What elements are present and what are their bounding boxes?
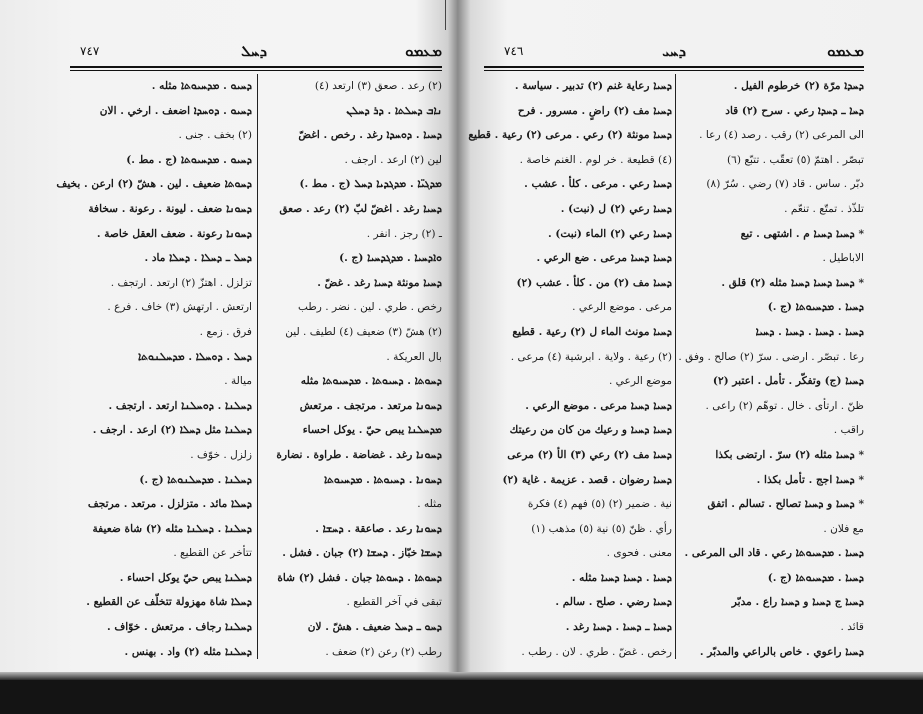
- dictionary-line: ܕܚܝܐ مونثة (٢) رعي . مرعى (٢) رعية . قطيع: [468, 129, 672, 142]
- dictionary-line: ܕܚܝܘ . ܕܘܚܕܐ اضعف . ارخي . الان: [99, 104, 252, 117]
- dictionary-line: ܕܚܘܬܐ . ܕܚܝܘܬܐ . ܡܕܚܝܘܬܐ مثله: [300, 375, 442, 388]
- dictionary-line: ܕܚܘܢܐ رعونة . ضعف العقل خاصة .: [96, 227, 252, 240]
- dictionary-line: نية . ضمير (٢) (٥) فهم (٤) فكرة: [527, 498, 672, 511]
- dictionary-line: ܕܚܝܐ رعي . مرعى . كلأ . عشب .: [524, 178, 672, 191]
- dictionary-line: الاباطيل .: [822, 252, 864, 265]
- dictionary-line: ܕܚܐ ـ ܕܚܕܐ رعي . سرح (٢) قاد: [725, 104, 864, 117]
- dictionary-line: ܕܚܠܢܐ مثله (٢) واد . بهنس .: [124, 645, 252, 658]
- dictionary-line: ܕܚܠܐ شاة مهزولة تتخلّف عن القطيع .: [86, 596, 252, 609]
- dictionary-line: رطب (٢) رعن (٢) ضعف .: [325, 645, 442, 658]
- dictionary-line: مع فلان .: [823, 522, 864, 535]
- dictionary-line: ܕܚܝܐ . ܡܕܚܝܘܬܐ (ج .): [767, 301, 864, 314]
- right-header-rule-thin: [484, 70, 864, 71]
- dictionary-line: تزلزل . اهتزّ (٢) ارتعد . ارتجف .: [110, 276, 252, 289]
- dictionary-line: ܕܚܝܐ . ܕܚܝܐ . ܕܚܝܐ . ܕܚܝܐ: [755, 325, 864, 338]
- dictionary-line: رخص . طري . لين . نضر . رطب: [297, 301, 442, 314]
- dictionary-line: ܕܚܠܐ مائد . متزلزل . مرتعد . مرتجف: [87, 498, 252, 511]
- dictionary-line: ܡܕܚܠܢܐ يبص حيّ . يوكل احساء: [302, 424, 442, 437]
- dictionary-line: ܕܚܝܐ رضي . صلح . سالم .: [555, 596, 672, 609]
- dictionary-line: رخص . غضّ . طري . لان . رطب .: [521, 645, 672, 658]
- dictionary-line: ميالة .: [224, 375, 252, 388]
- dictionary-line: ܕܚܠ . ܕܘܚܠܐ . ܡܕܚܠܢܘܬܐ: [138, 350, 252, 363]
- right-page: [468, 34, 864, 674]
- dictionary-line: ܕܚܝܘ . ܡܕܚܝܘܬܐ (ج . مط .): [126, 153, 252, 166]
- dictionary-line: ܕܚܝܐ رعي (٢) ل (نبت) .: [560, 202, 672, 215]
- dictionary-line: * ܕܚܝܐ اجج . تأمل بكذا .: [756, 473, 864, 486]
- dictionary-line: تتأخر عن القطيع .: [173, 547, 252, 560]
- dictionary-line: ܕܚܝܐ مف (٢) رعي (٣) الأ (٢) مرعى: [507, 448, 672, 461]
- dictionary-line: (٤) قطيعة . خر لوم . الغنم خاصة .: [519, 153, 672, 166]
- dictionary-line: * ܕܚܝܐ و ܕܚܝܐ تصالح . تسالم . اتفق: [707, 498, 864, 511]
- dictionary-line: ܕܚܠ ـ ܕܚܠܐ . ܕܚܠܐ ماد .: [144, 252, 252, 265]
- dictionary-line: ܕܚܘܬܐ . ܕܚܘܬܐ جبان . فشل (٢) شاة: [277, 571, 442, 584]
- dictionary-line: ܕܚܝܐ رغد . اغضّ لبّ (٢) رعد . صعق: [279, 202, 442, 215]
- dictionary-line: تبقى في آخر القطيع .: [346, 596, 442, 609]
- dictionary-line: ܕܚܝܐ مونثة ܕܚܝܐ رغد . غضّ .: [317, 276, 442, 289]
- dictionary-line: ܕܚܠܢܐ يبص حيّ يوكل احساء .: [119, 571, 252, 584]
- dictionary-line: ܕܚܠܢܐ . ܡܕܚܠܢܘܬܐ (ج .): [139, 473, 252, 486]
- dictionary-line: تلذّذ . تمتّع . تنعّم .: [784, 202, 864, 215]
- dictionary-line: ܕܚܝܐ ـ ܕܚܝܐ . ܕܚܝܐ رغد .: [565, 621, 672, 634]
- dictionary-line: ܕܚܝܐ ܕܚܝܐ مرعى . ضع الرعي .: [536, 252, 672, 265]
- dictionary-line: ܕܚܠܢܐ رجاف . مرتعش . خوّاف .: [106, 621, 252, 634]
- dictionary-line: (٢) رعد . صعق (٣) ارتعد (٤): [314, 80, 442, 92]
- right-header-rule: [484, 66, 864, 68]
- left-page-left-column: [56, 74, 252, 659]
- dictionary-line: رعا . تبصّر . ارضى . سرّ (٢) صالح . وفق .: [678, 350, 864, 363]
- dictionary-line: ܕܚܫܐ خبّاز . ܕܚܫܐ (٢) جبان . فشل .: [282, 547, 442, 560]
- dictionary-line: * ܕܚܝܐ ܕܚܝܐ ܕܚܝܐ مثله (٢) قلق .: [721, 276, 864, 289]
- dictionary-line: ܕܚܝܐ . ܕܚܝܐ ܕܚܝܐ مثله .: [571, 571, 672, 584]
- right-column-divider: [675, 74, 676, 659]
- dictionary-line: ܕܚܝܐ رضوان . قصد . عزيمة . غاية (٢): [502, 473, 672, 486]
- dictionary-line: زلزل . خوّف .: [190, 448, 252, 461]
- right-header-word: ܡܥܡܘ: [827, 42, 864, 60]
- dictionary-line: * ܕܚܝܐ مثله (٢) سرّ . ارتضى بكذا: [715, 448, 864, 461]
- book-gutter: [442, 0, 484, 680]
- right-header-center-word: ܕܚܝ: [662, 42, 686, 60]
- dictionary-line: ܕܚܘܢܐ . ܕܚܝܘܬܐ . ܡܕܚܝܘܬܐ: [323, 473, 442, 486]
- right-page-number: ٧٤٦: [504, 44, 524, 58]
- right-page-right-column: [677, 74, 864, 659]
- left-column-divider: [257, 74, 258, 659]
- left-page: [56, 34, 442, 674]
- dictionary-line: مرعى . موضع الرعي .: [572, 301, 672, 314]
- dictionary-line: دبّر . ساس . قاد (٧) رضي . سُرّ (٨): [706, 178, 864, 191]
- dictionary-line: ـ (٢) رجز . انفر .: [366, 227, 442, 240]
- dictionary-line: ظنّ . ارتأى . خال . توهّم (٢) راعى .: [705, 399, 864, 412]
- left-header-word: ܡܥܡܘ: [405, 42, 442, 60]
- dictionary-line: رأي . ظنّ (٥) نية (٥) مذهب (١): [531, 522, 672, 535]
- left-header-center-word: ܕܚܠ: [241, 42, 267, 60]
- dictionary-line: * ܕܚܝܐ ܕܚܝܐ م . اشتهى . تبع: [740, 227, 864, 240]
- left-header-rule-thin: [70, 70, 442, 71]
- dictionary-line: ܕܚܝܐ (ج) وتفكّر . تأمل . اعتبر (٢): [712, 375, 864, 388]
- dictionary-line: ܕܚܝܐ . ܕܘܚܕܐ رغد . رخص . اغضّ: [298, 129, 442, 142]
- dictionary-line: بال العريكة .: [386, 350, 442, 363]
- dictionary-line: ܕܚܝܐ رعاية غنم (٢) تدبير . سياسة .: [514, 80, 672, 92]
- dictionary-line: راقب .: [833, 424, 864, 437]
- dictionary-line: (٢) هشّ (٣) ضعيف (٤) لطيف . لين: [285, 325, 442, 338]
- dictionary-line: (٢) رعية . ولاية . ابرشية (٤) مرعى .: [510, 350, 672, 363]
- dictionary-line: ܕܚܝܐ ܕܚܝܐ مرعى . موضع الرعي .: [525, 399, 672, 412]
- dictionary-line: ܕܚܘܬܐ ضعيف . لين . هشّ (٢) ارعن . بخيف: [56, 178, 252, 191]
- left-page-right-column: [258, 74, 442, 659]
- dictionary-line: ܕܚܝܐ مف (٢) راضٍ . مسرور . فرح: [517, 104, 672, 117]
- dictionary-line: ܕܚܘܢܐ رغد . غضاضة . طراوة . نضارة: [276, 448, 442, 461]
- dictionary-line: ܕܚܘ ـ ܕܚܠ ضعيف . هشّ . لان: [307, 621, 442, 634]
- dictionary-line: معنى . فحوى .: [606, 547, 672, 560]
- dictionary-line: (٢) بخف . جنى .: [178, 129, 252, 142]
- dictionary-line: لين (٢) ارعد . ارجف .: [344, 153, 442, 166]
- dictionary-line: ܕܚܝܐ . ܡܕܚܝܘܬܐ رعي . قاد الى المرعى .: [684, 547, 864, 560]
- dictionary-line: ܕܚܘܢܐ مرتعد . مرتجف . مرتعش: [299, 399, 442, 412]
- dictionary-line: ܕܚܝܘ . ܡܕܚܝܘܬܐ مثله .: [151, 80, 252, 92]
- right-page-header: [484, 40, 864, 64]
- dictionary-line: مثله .: [417, 498, 442, 511]
- dictionary-line: ܡܕܓܝ̈ܐ . ܡܕܓܕܝܐ ܕܚܠ (ج . مط .): [299, 178, 442, 191]
- dictionary-line: تبصّر . اهتمّ (٥) تعقّب . تتبّع (٦): [726, 153, 864, 166]
- dictionary-line: ܕܚܘܢܐ رعد . صاعقة . ܕܚܫܐ .: [315, 522, 442, 535]
- dictionary-line: ܢܐܒ ܕܚܠܬܐ . ܕܪ ܕܚܠܢ: [346, 104, 442, 117]
- dictionary-line: ܕܚܝܐ ܕܚܝܐ و رعيك من كان من رعيتك: [509, 424, 672, 437]
- scan-bottom-shadow: [0, 680, 923, 714]
- dictionary-line: ارتعش . ارتهش (٣) خاف . فرع .: [107, 301, 252, 314]
- dictionary-line: ܕܚܠܢܐ . ܕܚܠܢܐ مثله (٢) شاة ضعيفة: [92, 522, 252, 535]
- dictionary-line: ܘܐܕܚܝܐ . ܡܕܓܕܚܝܐ (ج .): [339, 252, 442, 265]
- dictionary-line: ܕܚܠܢܐ . ܕܘܚܠܢܐ ارتعد . ارتجف .: [108, 399, 252, 412]
- dictionary-line: ܕܚܠܢܐ مثل ܕܚܠܐ (٢) ارعد . ارجف .: [92, 424, 252, 437]
- left-page-number: ٧٤٧: [80, 44, 100, 58]
- dictionary-line: ܕܚܝܐ مف (٢) من . كلأ . عشب (٢): [516, 276, 672, 289]
- dictionary-line: ܕܚܝܐ راعوي . خاص بالراعي والمدبّر .: [699, 645, 864, 658]
- dictionary-line: ܕܚܘܢܐ ضعف . ليونة . رعونة . سخافة: [88, 202, 252, 215]
- dictionary-line: الى المرعى (٢) رقب . رصد (٤) رعا .: [699, 129, 864, 142]
- dictionary-line: ܕܚܝܐ مونث الماء ل (٢) رعية . قطيع: [512, 325, 672, 338]
- left-page-header: [70, 40, 442, 64]
- dictionary-line: فرق . زمع .: [199, 325, 252, 338]
- right-page-left-column: [468, 74, 672, 659]
- dictionary-line: ܕܚܝܐ ج ܕܚܝܐ و ܕܚܝܐ راع . مدبّر: [731, 596, 864, 609]
- dictionary-line: موضع الرعي .: [608, 375, 672, 388]
- page-edge: [445, 0, 446, 30]
- dictionary-line: قائد .: [840, 621, 864, 634]
- dictionary-line: ܕܚܝܐ . ܡܕܚܝܘܬܐ (ج .): [767, 571, 864, 584]
- left-header-rule: [70, 66, 442, 68]
- dictionary-line: ܕܚܝܐ رعي (٢) الماء (نبت) .: [548, 227, 672, 240]
- dictionary-line: ܕܚܕܐ مرّة (٢) خرطوم الفيل .: [733, 80, 864, 92]
